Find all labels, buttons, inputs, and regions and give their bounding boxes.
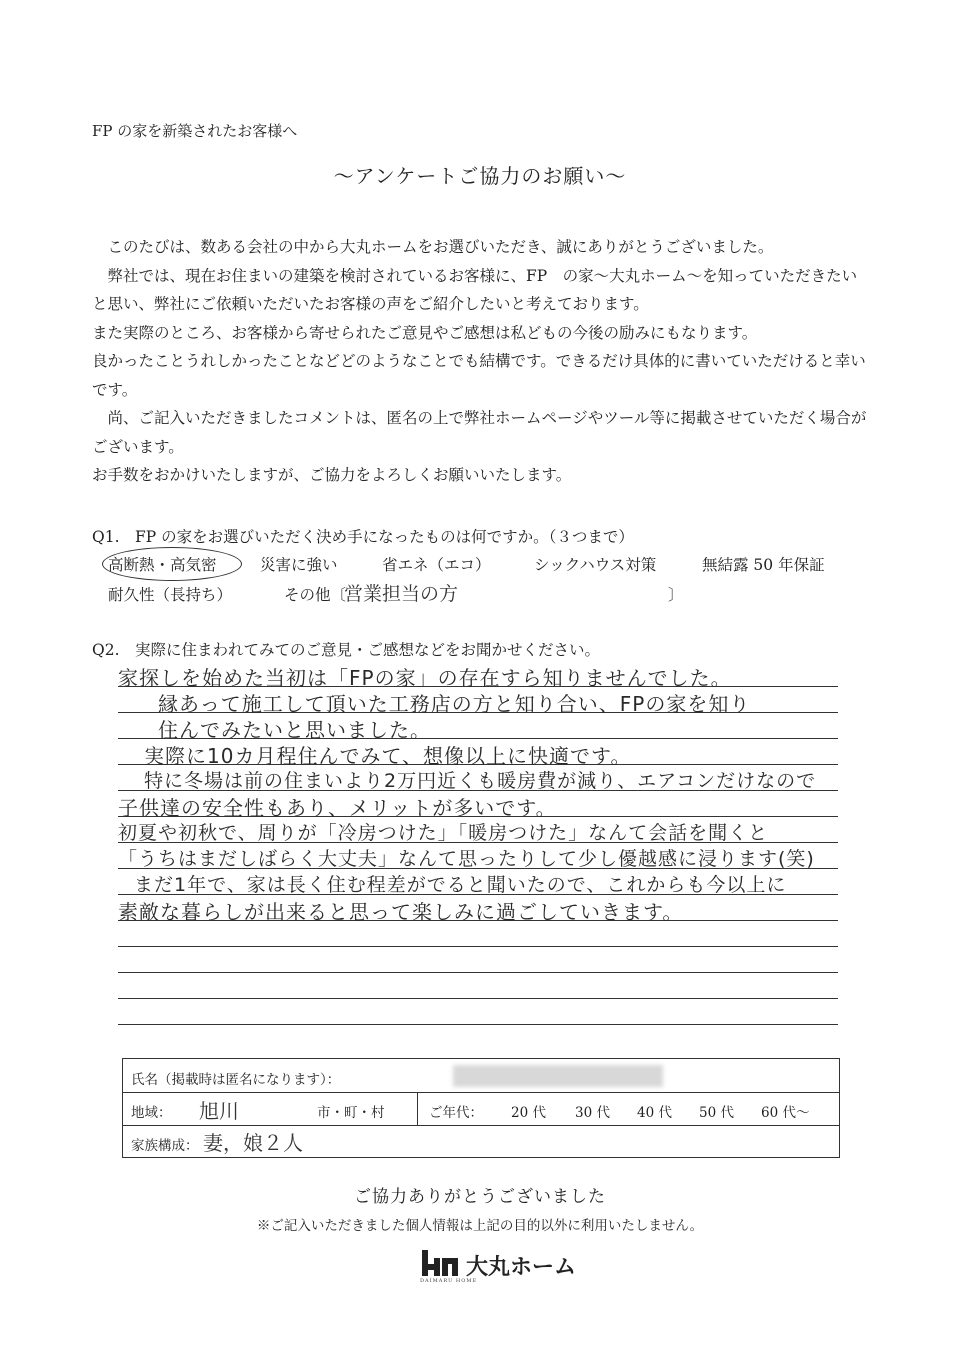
option-warranty[interactable]: 無結露 50 年保証 bbox=[702, 556, 825, 574]
ruled-line bbox=[118, 998, 838, 999]
region-value[interactable]: 旭川 bbox=[199, 1099, 239, 1123]
answer-line: 家探しを始めた当初は「FPの家」の存在すら知りませんでした。 bbox=[118, 666, 732, 690]
age-option[interactable]: 60 代〜 bbox=[761, 1105, 810, 1121]
option-sickhouse[interactable]: シックハウス対策 bbox=[534, 556, 657, 574]
age-option[interactable]: 20 代 bbox=[511, 1105, 546, 1121]
answer-line: 縁あって施工して頂いた工務店の方と知り合い、FPの家を知り bbox=[158, 692, 751, 716]
other-answer[interactable]: 営業担当の方 bbox=[344, 583, 459, 605]
answer-line: 子供達の安全性もあり、メリットが多いです。 bbox=[118, 796, 557, 820]
intro-text bbox=[92, 233, 872, 490]
privacy-note: ※ご記入いただきました個人情報は上記の目的以外に利用いたしません。 bbox=[256, 1218, 704, 1234]
logo-mark-icon bbox=[420, 1246, 460, 1278]
ruled-line bbox=[118, 946, 838, 947]
column-divider bbox=[417, 1093, 418, 1125]
answer-line: 「うちはまだしばらく大丈夫」なんて思ったりして少し優越感に浸ります(笑) bbox=[118, 848, 815, 870]
age-option[interactable]: 30 代 bbox=[575, 1105, 610, 1121]
answer-line: 実際に10カ月程住んでみて、想像以上に快適です。 bbox=[144, 744, 632, 768]
option-insulation[interactable]: 高断熱・高気密 bbox=[108, 553, 217, 575]
greeting: FP の家を新築されたお客様へ bbox=[92, 122, 298, 140]
age-option[interactable]: 50 代 bbox=[699, 1105, 734, 1121]
family-value[interactable]: 妻，娘２人 bbox=[203, 1131, 303, 1155]
q2-question: Q2. 実際に住まわれてみてのご意見・ご感想などをお聞かせください。 bbox=[92, 641, 600, 659]
option-disaster[interactable]: 災害に強い bbox=[260, 556, 338, 574]
customer-info-table bbox=[122, 1058, 840, 1158]
intro-paragraph: お手数をおかけいたしますが、ご協力をよろしくお願いいたします。 bbox=[92, 466, 572, 484]
page-title: 〜アンケートご協力のお願い〜 bbox=[333, 164, 627, 188]
row-divider bbox=[123, 1092, 839, 1093]
ruled-line bbox=[118, 972, 838, 973]
intro-paragraph: また実際のところ、お客様から寄せられたご意見やご感想は私どもの今後の励みにもなります。 bbox=[92, 323, 758, 342]
answer-line: 初夏や初秋で、周りが「冷房つけた」「暖房つけた」なんて会話を聞くと bbox=[118, 822, 769, 844]
region-label: 地域： bbox=[131, 1105, 172, 1121]
other-close: 〕 bbox=[668, 586, 684, 604]
q1-question: Q1. FP の家をお選びいただく決め手になったものは何ですか。（３つまで） bbox=[92, 528, 634, 546]
company-logo bbox=[420, 1246, 580, 1286]
logo-text: 大丸ホーム bbox=[466, 1255, 577, 1280]
thanks-message: ご協力ありがとうございました bbox=[354, 1187, 606, 1207]
answer-line: まだ1年で、家は長く住む程差がでると聞いたので、これからも今以上に bbox=[134, 874, 787, 896]
answer-line: 住んでみたいと思いました。 bbox=[158, 718, 431, 742]
redacted-name bbox=[453, 1065, 663, 1087]
intro-paragraph: 弊社では、現在お住まいの建築を検討されているお客様に、FP の家〜大丸ホーム〜を知っていただきたいと思い、弊社にご依頼いただいたお客様の声をご紹介したいと考えております。 bbox=[92, 266, 858, 313]
family-label: 家族構成： bbox=[131, 1138, 199, 1154]
option-durability[interactable]: 耐久性（長持ち） bbox=[108, 586, 233, 604]
name-label: 氏名（掲載時は匿名になります）： bbox=[131, 1072, 341, 1088]
option-eco[interactable]: 省エネ（エコ） bbox=[382, 556, 491, 574]
age-option[interactable]: 40 代 bbox=[637, 1105, 672, 1121]
selection-circle bbox=[102, 547, 242, 581]
row-divider bbox=[123, 1125, 839, 1126]
ruled-line bbox=[118, 1024, 838, 1025]
age-label: ご年代： bbox=[429, 1105, 483, 1121]
answer-line: 素敵な暮らしが出来ると思って楽しみに過ごしていきます。 bbox=[118, 900, 684, 924]
city-label: 市・町・村 bbox=[317, 1105, 385, 1121]
logo-subtext: DAIMARU HOME bbox=[420, 1278, 478, 1284]
intro-paragraph: 尚、ご記入いただきましたコメントは、匿名の上で弊社ホームページやツール等に掲載させていただく場合がございます。 bbox=[92, 409, 867, 456]
intro-paragraph: 良かったことうれしかったことなどどのようなことでも結構です。できるだけ具体的に書いていただけると幸いです。 bbox=[92, 352, 866, 399]
intro-paragraph: このたびは、数ある会社の中から大丸ホームをお選びいただき、誠にありがとうございました。 bbox=[92, 238, 774, 256]
option-other[interactable]: その他〔 bbox=[284, 586, 347, 604]
answer-line: 特に冬場は前の住まいより2万円近くも暖房費が減り、エアコンだけなので bbox=[144, 770, 817, 792]
